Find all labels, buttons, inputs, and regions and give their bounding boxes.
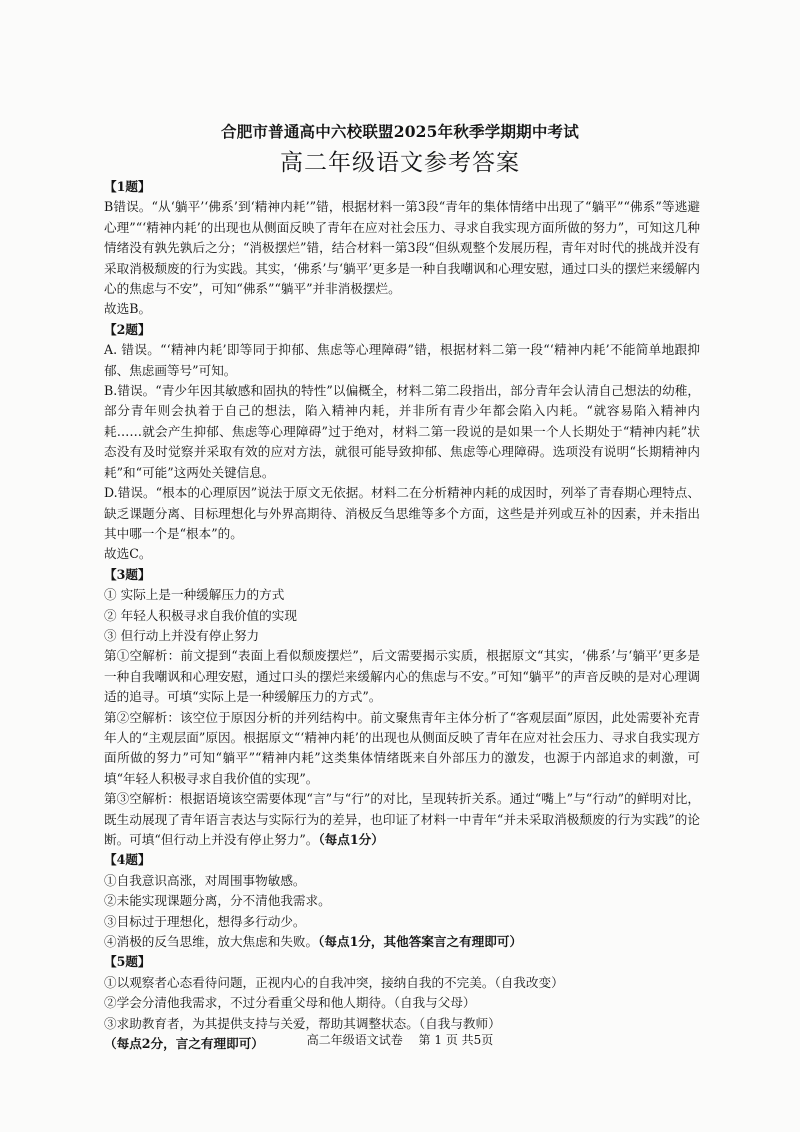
q3-analysis-2: 第②空解析：该空位于原因分析的并列结构中。前文聚焦青年主体分析了“客观层面”原因，此处需要补充青年人的“主观层面”原因。根据原文“‘精神内耗’的出现也从侧面反映了青年在应对社会压力、寻求自我实现方面所做的努力”可知“躺平”“精神内耗”这类集体情绪既来自外部压力的激发，也源于内部追求的刺激，可填“年轻人积极寻求自我价值的实现”。 xyxy=(104,709,700,786)
q2-option-a: A. 错误。“‘精神内耗’即等同于抑郁、焦虑等心理障碍”错，根据材料二第一段“‘精神内耗’不能简单地跟抑郁、焦虑画等号”可知。 xyxy=(104,342,700,378)
q4-answer-2: ②未能实现课题分离，分不清他我需求。 xyxy=(104,893,331,909)
q5-answer-3: ③求助教育者，为其提供支持与关爱，帮助其调整状态。（自我与教师） xyxy=(104,1015,501,1031)
q3-answer-2: ② 年轻人积极寻求自我价值的实现 xyxy=(104,607,297,623)
page-footer: 高二年级语文试卷 第 1 页 共5页 xyxy=(306,1033,494,1047)
q1-answer: 故选B。 xyxy=(104,301,152,317)
q3-answer-3: ③ 但行动上并没有停止努力 xyxy=(104,627,260,643)
q4-answer-4-text: ④消极的反刍思维，放大焦虑和失败。 xyxy=(104,934,319,950)
answer-content xyxy=(104,177,700,1054)
q4-answer-1: ①自我意识高涨，对周围事物敏感。 xyxy=(104,872,306,888)
q3-analysis-1: 第①空解析：前文提到“表面上看似颓废摆烂”，后文需要揭示实质，根据原文“其实，‘佛系’与‘躺平’更多是一种自我嘲讽和心理安慰，通过口头的摆烂来缓解内心的焦虑与不安。”可知“躺平”的声音反映的是对心理调适的追寻。可填“实际上是一种缓解压力的方式”。 xyxy=(104,648,700,705)
q2-heading: 【2题】 xyxy=(104,321,151,337)
q2-option-b: B.错误。“青少年因其敏感和固执的特性”以偏概全，材料二第二段指出，部分青年会认清自己想法的幼稚，部分青年则会执着于自己的想法，陷入精神内耗，并非所有青少年都会陷入内耗。“就容易陷入精神内耗……就会产生抑郁、焦虑等心理障碍”过于绝对，材料二第一段说的是如果一个人长期处于“精神内耗”状态没有及时觉察并采取有效的应对方法，就很可能导致抑郁、焦虑等心理障碍。选项没有说明“长期精神内耗”和“可能”这两处关键信息。 xyxy=(104,383,700,480)
q5-score: （每点2分，言之有理即可） xyxy=(104,1036,264,1052)
q1-explanation: B错误。“从‘躺平’‘佛系’到‘精神内耗’”错，根据材料一第3段“青年的集体情绪中出现了“躺平”“佛系”等逃避心理”“‘精神内耗’的出现也从侧面反映了青年在应对社会压力、寻求自我实现方面所做的努力”，可知这几种情绪没有孰先孰后之分；“消极摆烂”错，结合材料一第3段“但纵观整个发展历程，青年对时代的挑战并没有采取消极颓废的行为实践。其实，‘佛系’与‘躺平’更多是一种自我嘲讽和心理安慰，通过口头的摆烂来缓解内心的焦虑与不安”，可知“佛系”“躺平”并非消极摆烂。 xyxy=(104,199,700,297)
q1-heading: 【1题】 xyxy=(104,179,151,194)
q3-analysis-3 xyxy=(104,789,700,850)
q2-answer: 故选C。 xyxy=(104,546,152,562)
q3-heading: 【3题】 xyxy=(104,566,151,582)
q3-score: （每点1分） xyxy=(318,832,384,847)
q5-answer-1: ①以观察者心态看待问题，正视内心的自我冲突，接纳自我的不完美。（自我改变） xyxy=(104,974,564,990)
q5-answer-2: ②学会分清他我需求，不过分看重父母和他人期待。（自我与父母） xyxy=(104,995,476,1011)
exam-title: 合肥市普通高中六校联盟2025年秋季学期期中考试 xyxy=(221,122,579,141)
q3-analysis-3-text: 第③空解析：根据语境该空需要体现“言”与“行”的对比，呈现转折关系。通过“嘴上”与“行动”的鲜明对比，既生动展现了青年语言表达与实际行为的差异，也印证了材料一中青年“并未采取消极颓废的行为实践”的论断。可填“但行动上并没有停止努力”。 xyxy=(104,791,700,847)
q5-heading: 【5题】 xyxy=(104,954,151,970)
q4-answer-4 xyxy=(104,932,700,952)
q4-heading: 【4题】 xyxy=(104,852,151,868)
q3-answer-1: ① 实际上是一种缓解压力的方式 xyxy=(104,587,285,603)
page-title: 高二年级语文参考答案 xyxy=(280,150,520,176)
q4-answer-3: ③目标过于理想化，想得多行动少。 xyxy=(104,913,306,929)
q4-score: （每点1分，其他答案言之有理即可） xyxy=(318,934,523,950)
q2-option-d: D.错误。“根本的心理原因”说法于原文无依据。材料二在分析精神内耗的成因时，列举了青春期心理特点、缺乏课题分离、目标理想化与外界高期待、消极反刍思维等多个方面，这些是并列或互补的因素，并未指出其中哪一个是“根本”的。 xyxy=(104,485,700,541)
